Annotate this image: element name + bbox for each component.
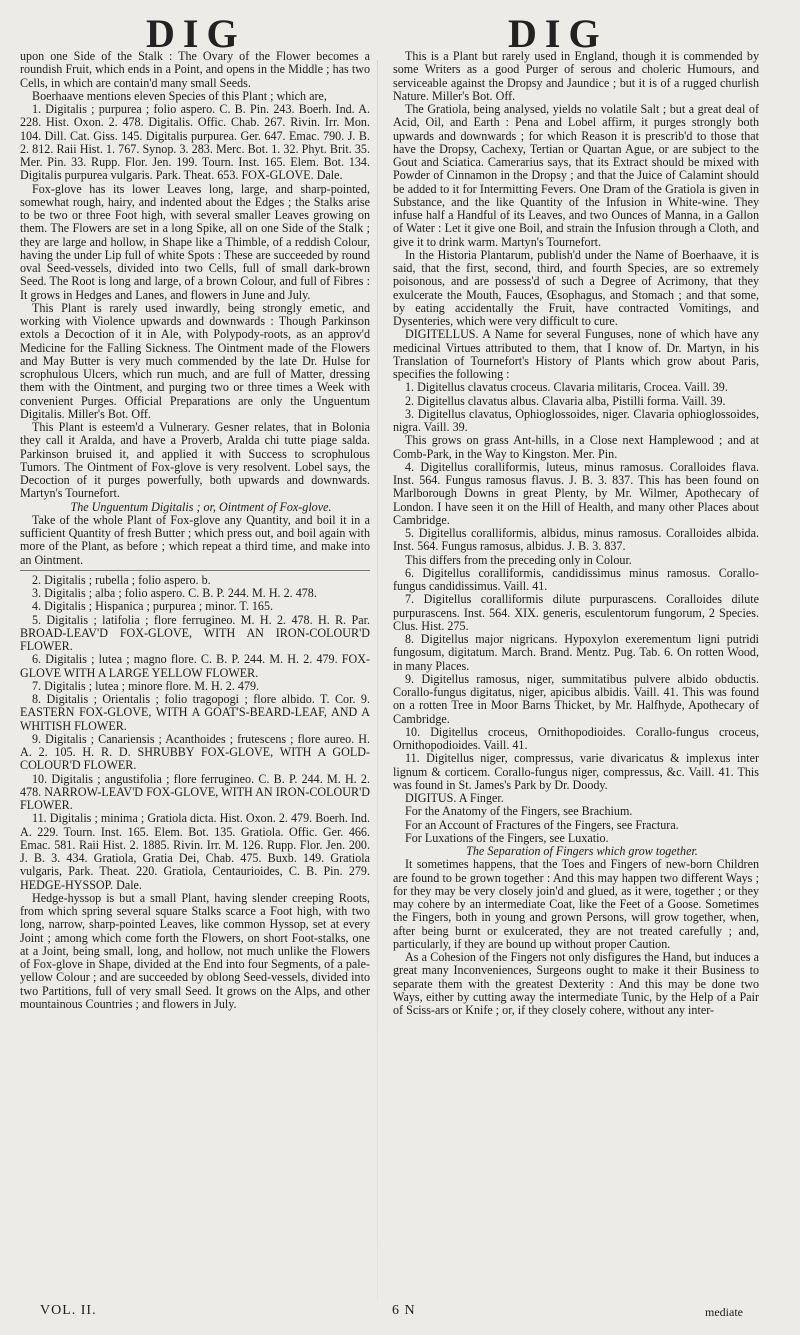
paragraph: DIGITELLUS. A Name for several Funguses, none of which have any medicinal Virtues attributed to them, that I know of. Dr. Martyn, in his Translation of Tournefort's History of Plants which grow about Paris, specifies the following : (393, 327, 759, 381)
column-gutter (377, 60, 378, 1300)
section-heading: The Unguentum Digitalis ; or, Ointment of Fox-glove. (70, 499, 332, 514)
paragraph: 5. Digitellus coralliformis, albidus, minus ramosus. Coralloides albida. Inst. 564. Fungus ramosus, albidus. J. B. 3. 837. (393, 526, 759, 554)
right-column (393, 50, 759, 1017)
paragraph: Boerhaave mentions eleven Species of this Plant ; which are, (32, 88, 327, 103)
paragraph: This is a Plant but rarely used in England, though it is commended by some Writers as a good Purger of serous and choleric Humours, and serviceable against the Dropsy and Jaundice ; but it is of a rugged churlish Nature. Miller's Bot. Off. (393, 49, 759, 103)
running-head-right: DIG (508, 11, 608, 56)
paragraph: This Plant is esteem'd a Vulnerary. Gesner relates, that in Bolonia they call it Aralda, and have a Proverb, Aralda chi tutte piage salda. Parkinson bruised it, and applied it with Success to scrophulous Tumors. The Ointment of Fox-glove is very resolvent. Lobel says, the Decoction of it purges powerfully, both upwards and downwards. Martyn's Tournefort. (20, 420, 370, 501)
left-column (20, 50, 370, 1011)
paragraph: 2. Digitellus clavatus albus. Clavaria alba, Pistilli forma. Vaill. 39. (405, 393, 726, 408)
paragraph: 6. Digitellus coralliformis, candidissimus minus ramosus. Corallo-fungus candidissimus. Vaill. 41. (393, 565, 759, 593)
paragraph: 11. Digitellus niger, compressus, varie divaricatus & implexus inter lignum & corticem. Corallo-fungus niger, compressus, &c. Vaill. 41. This was found in St. James's Park by Dr. Doody. (393, 751, 759, 792)
paragraph: 10. Digitellus croceus, Ornithopodioides. Corallo-fungus croceus, Ornithopodioides. Vaill. 41. (393, 724, 759, 752)
volume-label: VOL. II. (40, 1303, 97, 1318)
paragraph: 4. Digitalis ; Hispanica ; purpurea ; minor. T. 165. (32, 599, 274, 614)
paragraph: Hedge-hyssop is but a small Plant, having slender creeping Roots, from which spring several square Stalks scarce a Foot high, with two long, narrow, sharp-pointed Leaves, like common Hyssop, set at every Joint ; among which come forth the Flowers, on short Foot-stalks, one at a Joint, being small, long, and hollow, not much unlike the Flowers of Fox-glove in Shape, divided at the End into four Segments, of a pale-yellow Colour ; and are succeeded by oblong Seed-vessels, divided into two Partitions, full of very small Seed. It grows on the Alps, and other mountainous Countries ; and flowers in July. (20, 890, 370, 1011)
paragraph: 10. Digitalis ; angustifolia ; flore ferrugineo. C. B. P. 244. M. H. 2. 478. NARROW-LEAV'D FOX-GLOVE, WITH AN IRON-COLOUR'D FLOWER. (20, 771, 370, 812)
paragraph: For the Anatomy of the Fingers, see Brachium. (405, 804, 633, 819)
paragraph: It sometimes happens, that the Toes and Fingers of new-born Children are found to be grown together : And this may happen two different Ways ; for they may be very closely join'd and glued, as it were, together ; or they may cohere by an intermediate Coat, like the Feet of a Goose. Sometimes the Fingers, both in young and grown Persons, will grow together, when, after being burnt or exulcerated, they are not treated carefully ; and, particularly, if they are bound up without proper Caution. (393, 857, 759, 951)
paragraph: 1. Digitellus clavatus croceus. Clavaria militaris, Crocea. Vaill. 39. (405, 380, 728, 395)
paragraph: DIGITUS. A Finger. (405, 791, 504, 805)
catchword: mediate (705, 1305, 743, 1319)
paragraph: This differs from the preceding only in Colour. (405, 552, 632, 567)
paragraph: 9. Digitalis ; Canariensis ; Acanthoides ; frutescens ; flore aureo. H. A. 2. 105. H. R. D. SHRUBBY FOX-GLOVE, WITH A GOLD-COLOUR'D FLOWER. (20, 731, 370, 773)
paragraph: Fox-glove has its lower Leaves long, large, and sharp-pointed, somewhat rough, hairy, and indented about the Edges ; the Stalks arise to be two or three Foot high, with several smaller Leaves growing on them. The Flowers are set in a long Spike, all on one Side of the Stalk ; they are large and hollow, in Shape like a Thimble, of a reddish Colour, having the under Lip full of white Spots : These are succeeded by round oval Seed-vessels, divided into two Cells, full of small dark-brown Seed. The Root is long and large, of a brown Colour, and full of Fibres : It grows in Hedges and Lanes, and flowers in June and July. (20, 181, 370, 302)
paragraph: 5. Digitalis ; latifolia ; flore ferrugineo. M. H. 2. 478. H. R. Par. BROAD-LEAV'D FOX-GLOVE, WITH AN IRON-COLOUR'D FLOWER. (20, 612, 370, 653)
paragraph: 4. Digitellus coralliformis, luteus, minus ramosus. Coralloides flava. Inst. 564. Fungus ramosus flavus. J. B. 3. 837. This has been found on Marlborough Downs in great Plenty, by Mr. Wilmer, Apothecary of London. I have seen it on the Hill of Health, and many other Places about Cambridge. (393, 459, 759, 527)
paragraph: In the Historia Plantarum, publish'd under the Name of Boerhaave, it is said, that the first, second, third, and fourth Species, are so extremely poisonous, and are possess'd of such a Degree of Acrimony, that they exulcerate the Mouth, Fauces, Œsophagus, and Stomach ; and that some, by eating accidentally the Fruit, have contracted Vomitings, and Dysenteries, which were very difficult to cure. (393, 247, 759, 328)
paragraph: 7. Digitalis ; lutea ; minore flore. M. H. 2. 479. (32, 678, 260, 693)
paragraph-continued: upon one Side of the Stalk : The Ovary of the Flower becomes a roundish Fruit, which ends in a Point, and opens in the Middle ; has two Cells, in which are contain'd many small Seeds. (20, 49, 370, 90)
paragraph: 1. Digitalis ; purpurea ; folio aspero. C. B. Pin. 243. Boerh. Ind. A. 228. Hist. Oxon. 2. 478. Digitalis. Offic. Chab. 267. Rivin. Irr. Mon. 104. Dill. Cat. Giss. 145. Digitalis purpurea. Ger. 647. Emac. 790. J. B. 2. 812. Raii Hist. 1. 767. Synop. 3. 283. Merc. Bot. 1. 32. Phyt. Brit. 35. Mer. Pin. 33. Rupp. Flor. Jen. 199. Tourn. Inst. 165. Elem. Bot. 134. Digitalis purpurea vulgaris. Park. Theat. 653. FOX-GLOVE. Dale. (20, 102, 370, 183)
paragraph: 2. Digitalis ; rubella ; folio aspero. b. (32, 572, 211, 587)
section-rule (20, 570, 370, 571)
paragraph: 3. Digitellus clavatus, Ophioglossoides, niger. Clavaria ophioglossoides, nigra. Vaill. 39. (393, 406, 759, 434)
running-head-left: DIG (146, 11, 246, 56)
paragraph: For an Account of Fractures of the Fingers, see Fractura. (405, 817, 679, 832)
paragraph: 11. Digitalis ; minima ; Gratiola dicta. Hist. Oxon. 2. 479. Boerh. Ind. A. 229. Tourn. Inst. 165. Elem. Bot. 135. Gratiola. Offic. Ger. 466. Emac. 581. Raii Hist. 2. 1885. Rivin. Irr. M. 126. Rupp. Flor. Jen. 200. J. B. 3. 434. Gratiola, Gratia Dei, Chab. 475. Buxb. 149. Gratiola vulgaris, Park. Theat. 220. Gratiola, Centaurioides, C. B. Pin. 279. HEDGE-HYSSOP. Dale. (20, 811, 370, 892)
paragraph: 6. Digitalis ; lutea ; magno flore. C. B. P. 244. M. H. 2. 479. FOX-GLOVE WITH A LARGE YELLOW FLOWER. (20, 652, 370, 680)
section-heading: The Separation of Fingers which grow together. (466, 844, 698, 858)
paragraph: 8. Digitellus major nigricans. Hypoxylon exerementum ligni putridi fungosum, digitatum. March. Brand. Mentz. Pug. Tab. 6. On rotten Wood, in many Places. (393, 632, 759, 673)
paragraph: 9. Digitellus ramosus, niger, summitatibus pulvere albido obductis. Corallo-fungus digitatus, niger, apicibus albidis. Vaill. 41. This was found on a rotten Tree in Moor Barns Thicket, by Mr. Halfhyde, Apothecary of Cambridge. (393, 671, 759, 726)
paragraph: 8. Digitalis ; Orientalis ; folio tragopogi ; flore albido. T. Cor. 9. EASTERN FOX-GLOVE, WITH A GOAT'S-BEARD-LEAF, AND A WHITISH FLOWER. (20, 692, 370, 733)
paragraph: The Gratiola, being analysed, yields no volatile Salt ; but a great deal of Acid, Oil, and Earth : Pena and Lobel affirm, it purges strongly both upwards and downwards ; for which Reason it is prescrib'd to those that have the Dropsy, Cachexy, Tertian or Quartan Ague, or are subject to the Gout and Sciatica. Camerarius says, that its Extract should be mixed with Powder of Cinnamon in the Dropsy ; and that the Juice of Calamint should be added to it for Intermitting Fevers. One Dram of the Gratiola is given in Substance, and the like Quantity of the Infusion in White-wine. They infuse half a Handful of its Leaves, and two Ounces of Manna, in a Gallon of Water : Let it give one Boil, and strain the Infusion through a Cloth, and give it to drink warm. Martyn's Tournefort. (393, 102, 759, 249)
paragraph: This grows on grass Ant-hills, in a Close next Hamplewood ; and at Comb-Park, in the Way to Kingston. Mer. Pin. (393, 433, 759, 461)
paragraph: This Plant is rarely used inwardly, being strongly emetic, and working with Violence upwards and downwards : Though Parkinson extols a Decoction of it in Ale, with Polypody-roots, as an approv'd Medicine for the Falling Sickness. The Ointment made of the Flowers and May Butter is very much commended by the late Dr. Hulse for scrophulous Ulcers, which run much, and are full of Matter, dressing them with the Ointment, and purging two or three times a Week with convenient Purges. Official Preparations are only the Unguentum Digitalis. Miller's Bot. Off. (20, 300, 370, 421)
paragraph: As a Cohesion of the Fingers not only disfigures the Hand, but induces a great many Inconveniences, Surgeons ought to make it their Business to separate them with the greatest Dexterity : And this may be done two Ways, either by cutting away the intermediate Tunic, by the Help of a Pair of Sciss-ars or Knife ; or, if they closely cohere, without any inter- (393, 950, 759, 1017)
recipe-paragraph: Take of the whole Plant of Fox-glove any Quantity, and boil it in a sufficient Quantity of fresh Butter ; which press out, and boil again with more of the Plant, as before ; which repeat a third time, and make into an Ointment. (20, 512, 370, 567)
signature-mark: 6 N (392, 1303, 416, 1318)
paragraph: For Luxations of the Fingers, see Luxatio. (405, 830, 609, 845)
paragraph: 7. Digitellus coralliformis dilute purpurascens. Coralloides dilute purpurascens. Inst. 564. XIX. generis, esculentorum fungorum, 2 Species. Clus. Hist. 275. (393, 592, 759, 633)
paragraph: 3. Digitalis ; alba ; folio aspero. C. B. P. 244. M. H. 2. 478. (32, 586, 317, 600)
